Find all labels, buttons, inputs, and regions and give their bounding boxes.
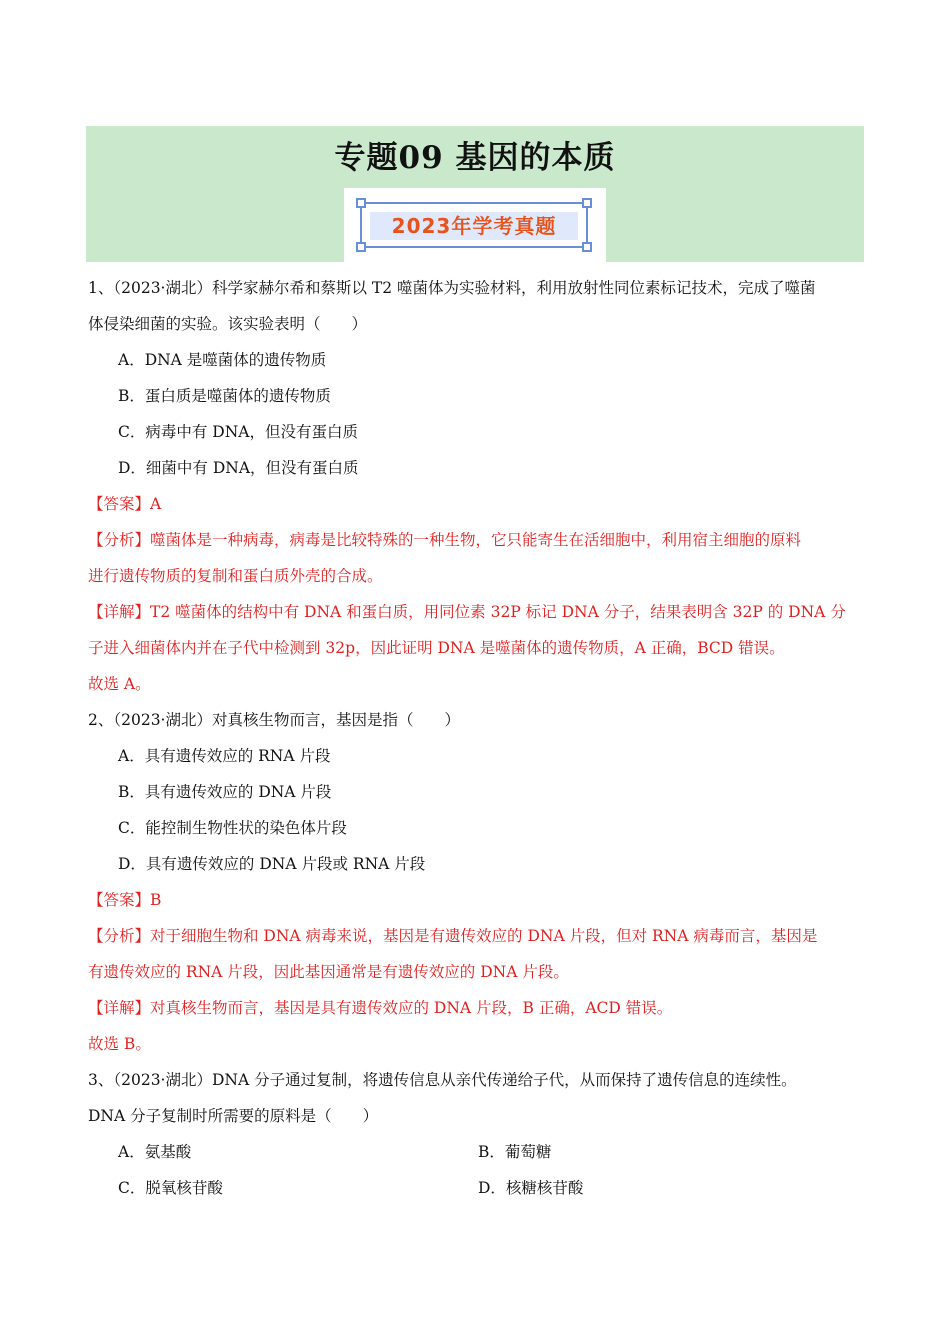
- q2-option-c: C．能控制生物性状的染色体片段: [118, 819, 347, 837]
- q2-analysis-line2: 有遗传效应的 RNA 片段，因此基因通常是有遗传效应的 DNA 片段。: [88, 963, 569, 981]
- q1-choose: 故选 A。: [88, 675, 151, 693]
- document-body: [88, 270, 864, 1206]
- q3-option-c: C．脱氧核苷酸: [118, 1179, 223, 1197]
- q3-options-row2: [88, 1170, 864, 1206]
- q1-answer: 【答案】A: [88, 495, 162, 513]
- q3-options-row1: [88, 1134, 864, 1170]
- q2-stem: 2、（2023·湖北）对真核生物而言，基因是指（ ）: [88, 711, 460, 729]
- q1-detail-line2: 子进入细菌体内并在子代中检测到 32p，因此证明 DNA 是噬菌体的遗传物质，A 正确，BCD 错误。: [88, 639, 785, 657]
- badge-frame: [356, 198, 592, 252]
- q1-detail-line1: 【详解】T2 噬菌体的结构中有 DNA 和蛋白质，用同位素 32P 标记 DNA 分子，结果表明含 32P 的 DNA 分: [88, 603, 846, 621]
- q1-option-a: A．DNA 是噬菌体的遗传物质: [118, 351, 327, 369]
- q3-stem-line1: 3、（2023·湖北）DNA 分子通过复制，将遗传信息从亲代传递给子代，从而保持了遗传信息的连续性。: [88, 1071, 797, 1089]
- badge-text: 2023年学考真题: [370, 212, 578, 240]
- q3-option-b: B．葡萄糖: [478, 1143, 552, 1161]
- page-title: 专题09 基因的本质: [334, 140, 616, 176]
- q3-option-a: A．氨基酸: [118, 1143, 192, 1161]
- q3-option-d: D．核糖核苷酸: [478, 1179, 584, 1197]
- q1-option-b: B．蛋白质是噬菌体的遗传物质: [118, 387, 331, 405]
- q2-detail: 【详解】对真核生物而言，基因是具有遗传效应的 DNA 片段，B 正确，ACD 错误。: [88, 999, 673, 1017]
- q1-analysis-line2: 进行遗传物质的复制和蛋白质外壳的合成。: [88, 567, 383, 585]
- q2-option-d: D．具有遗传效应的 DNA 片段或 RNA 片段: [118, 855, 426, 873]
- q1-option-d: D．细菌中有 DNA，但没有蛋白质: [118, 459, 359, 477]
- q2-analysis-line1: 【分析】对于细胞生物和 DNA 病毒来说，基因是有遗传效应的 DNA 片段，但对 RNA 病毒而言，基因是: [88, 927, 818, 945]
- q1-option-c: C．病毒中有 DNA，但没有蛋白质: [118, 423, 358, 441]
- q3-stem-line2: DNA 分子复制时所需要的原料是（ ）: [88, 1107, 379, 1125]
- q2-answer: 【答案】B: [88, 891, 162, 909]
- q1-stem-line1: 1、（2023·湖北）科学家赫尔希和蔡斯以 T2 噬菌体为实验材料，利用放射性同位素标记技术，完成了噬菌: [88, 279, 816, 297]
- q2-choose: 故选 B。: [88, 1035, 151, 1053]
- q1-stem-line2: 体侵染细菌的实验。该实验表明（ ）: [88, 315, 368, 333]
- q1-analysis-line1: 【分析】噬菌体是一种病毒，病毒是比较特殊的一种生物，它只能寄生在活细胞中，利用宿主细胞的原料: [88, 531, 802, 549]
- q2-option-a: A．具有遗传效应的 RNA 片段: [118, 747, 331, 765]
- header-band: [86, 126, 864, 262]
- q2-option-b: B．具有遗传效应的 DNA 片段: [118, 783, 332, 801]
- year-badge: [344, 188, 606, 262]
